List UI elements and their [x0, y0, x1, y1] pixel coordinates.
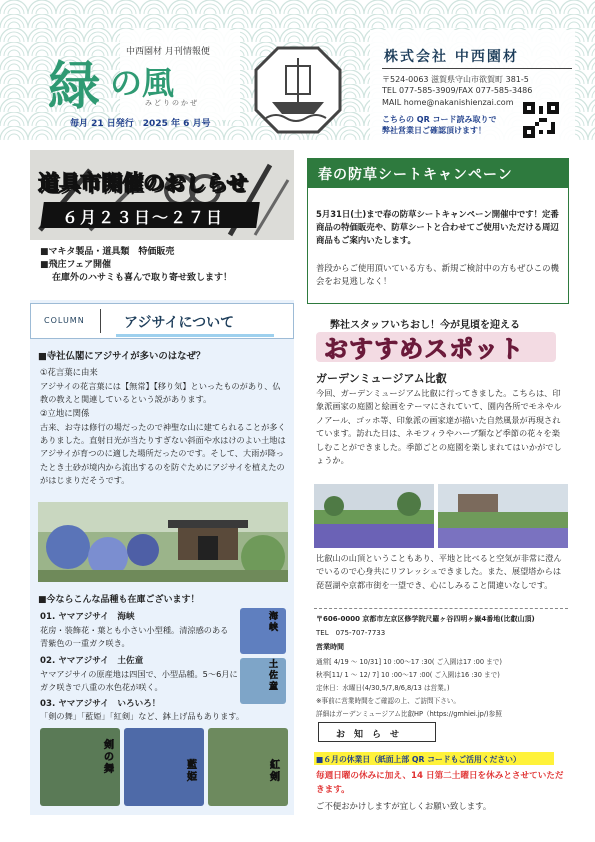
- logo-rest: の風: [110, 64, 175, 102]
- temple-hydrangea-photo: [38, 502, 288, 582]
- stock-title: ■今ならこんな品種も在庫ございます！: [38, 595, 200, 605]
- market-dates-text: ６月２３日～２７日: [62, 208, 225, 227]
- market-title: 道具市開催のおしらせ: [38, 171, 248, 195]
- variety-1-name: 01. ヤマアジサイ 海峡: [40, 612, 135, 622]
- spot-title: おすすめスポット: [324, 335, 525, 363]
- logo-main-char: 緑: [48, 56, 101, 117]
- spot-name: ガーデンミュージアム比叡: [316, 372, 447, 385]
- column-title: アジサイについて: [124, 315, 235, 331]
- company-name: 株式会社 中西園材: [384, 49, 519, 65]
- notice-line-3: ご不便おかけしますが宜しくお願い致します。: [316, 801, 492, 811]
- variety-1-tag: 海峡: [269, 612, 279, 633]
- spot-hours-2: 秋季[11/ 1 ～ 12/ 7] 10 :00～17 :00( ご入園は16 :30 まで): [316, 671, 500, 679]
- brand-small-title: 中西園材 月刊情報便: [126, 47, 210, 57]
- spot-note: ※事前に営業時間をご確認の上、ご訪問下さい。: [316, 697, 460, 705]
- company-mail: MAIL home@nakanishienzai.com: [382, 98, 514, 107]
- spot-tel: TEL 075-707-7733: [316, 629, 386, 637]
- spot-hours-label: 営業時間: [316, 643, 344, 651]
- campaign-text-2: 普段からご使用頂いている方も、新規ご検討中の方もぜひこの機会をお見逃しなく！: [316, 263, 559, 286]
- spot-top-label: 弊社スタッフいちおし！今が見頃を迎える: [330, 320, 520, 331]
- column-tag-divider: [100, 309, 101, 333]
- issue-date: 毎月 21 日発行 2025 年 6 月号: [70, 119, 211, 129]
- column-text-2: 古来、お寺は修行の場だったので神聖な山に建てられることが多くありました。直射日光が当たりすぎない斜面や水はけのよい土地はアジサイが育つのに適した場所だったのです。そして、大雨が降ったとき土砂が境内から流出するのを防ぐためにアジサイを植えたのがはじまりだそうです。: [40, 422, 286, 485]
- variety-2-desc: ヤマアジサイの原産地は四国で、小型品種。5～6月にガク咲きで八重の水色花が咲く。: [40, 669, 238, 692]
- spot-text-1: 今回、ガーデンミュージアム比叡に行ってきました。こちらは、印象派画家の庭園と絵画をテーマにされていて、園内各所でモネやルノアール、ゴッホ等、印象派の画家達が描いた自然風景が再現されています。訪れた日は、ネモフィラやハーブ類など季節の花々を楽しむことができました。季節ごとの庭園を楽しまれてはいかがでしょうか。: [316, 388, 562, 466]
- notice-title: お 知 ら せ: [336, 730, 400, 740]
- potted-photo-2-tag: 藍姫: [187, 760, 197, 783]
- market-item-1: ■マキタ製品・道具類 特価販売: [40, 247, 175, 257]
- spot-hours-1: 通常[ 4/19 ～ 10/31] 10 :00～17 :30( ご入園は17 :00 まで): [316, 658, 502, 666]
- company-divider: [382, 68, 572, 69]
- column-title-underline: [116, 334, 274, 337]
- campaign-text-1: 5月31日(土)まで春の防草シートキャンペーン開催中です！定番商品の特価販売や、防草シートと合わせてご使用いただける周辺商品もご案内いたします。: [316, 209, 559, 245]
- spot-closed-day: 定休日：水曜日(4/30,5/7,8/6,8/13 は営業。): [316, 684, 450, 692]
- column-tag: COLUMN: [44, 316, 85, 325]
- company-address: 〒524-0063 滋賀県守山市欲賀町 381-5: [382, 75, 529, 84]
- spot-website-note: 詳細はガーデンミュージアム比叡HP（https://gmhiei.jp/)参照: [316, 710, 502, 718]
- spot-address: 〒606-0000 京都市左京区修学院尺羅ヶ谷四明ヶ嶽4番地(比叡山頂): [316, 615, 535, 623]
- column-text-1: アジサイの花言葉には【無常】【移り気】といったものがあり、仏教の教えと関連しているという説があります。: [40, 381, 281, 405]
- variety-2-name: 02. ヤマアジサイ 土佐童: [40, 656, 144, 666]
- spot-text-2: 比叡山の山頂ということもあり、平地と比べると空気が非常に澄んでいるので心身共にリフレッシュできました。また、展望塔からは琵琶湖や京都市街を一望でき、心にしみること間違いなしです。: [316, 553, 562, 590]
- ship-emblem-icon: [252, 44, 344, 136]
- column-heading-2: ②立地に関係: [40, 408, 90, 418]
- notice-line-2: 毎週日曜の休みに加え、14 日第二土曜日を休みとさせていただきます。: [316, 771, 564, 795]
- market-item-2: ■飛庄フェア開催: [40, 260, 112, 270]
- qr-code-icon[interactable]: [523, 102, 559, 138]
- market-item-3: 在庫外のハサミも喜んで取り寄せ致します！: [52, 273, 233, 283]
- variety-3-name: 03. ヤマアジサイ いろいろ！: [40, 699, 161, 709]
- potted-photo-3-tag: 紅剣: [270, 760, 280, 783]
- spot-divider: [314, 608, 568, 609]
- variety-1-desc: 花房・装飾花・葉とも小さい小型種。清涼感のある青紫色の一重ガク咲き。: [40, 625, 229, 648]
- logo-reading: みどりのかぜ: [145, 99, 199, 107]
- campaign-title: 春の防草シートキャンペーン: [318, 167, 513, 183]
- qr-note-2: 弊社営業日ご確認頂けます！: [382, 126, 486, 135]
- company-tel-fax: TEL 077-585-3909/FAX 077-585-3486: [382, 86, 533, 95]
- variety-3-desc: 「剣の舞」「藍姫」「紅剣」など、鉢上げ品もあります。: [40, 711, 245, 721]
- garden-photo-1: [314, 484, 434, 548]
- garden-photo-2: [438, 484, 568, 548]
- variety-2-tag: 土佐童: [269, 660, 279, 692]
- qr-note-1: こちらの QR コード読み取りで: [382, 115, 497, 124]
- column-question: ■寺社仏閣にアジサイが多いのはなぜ？: [38, 351, 206, 362]
- notice-line-1: ■６月の休業日（紙面上部 QR コードもご活用ください）: [316, 755, 521, 764]
- potted-photo-1-tag: 剣の舞: [104, 740, 114, 775]
- column-heading-1: ①花言葉に由来: [40, 367, 98, 377]
